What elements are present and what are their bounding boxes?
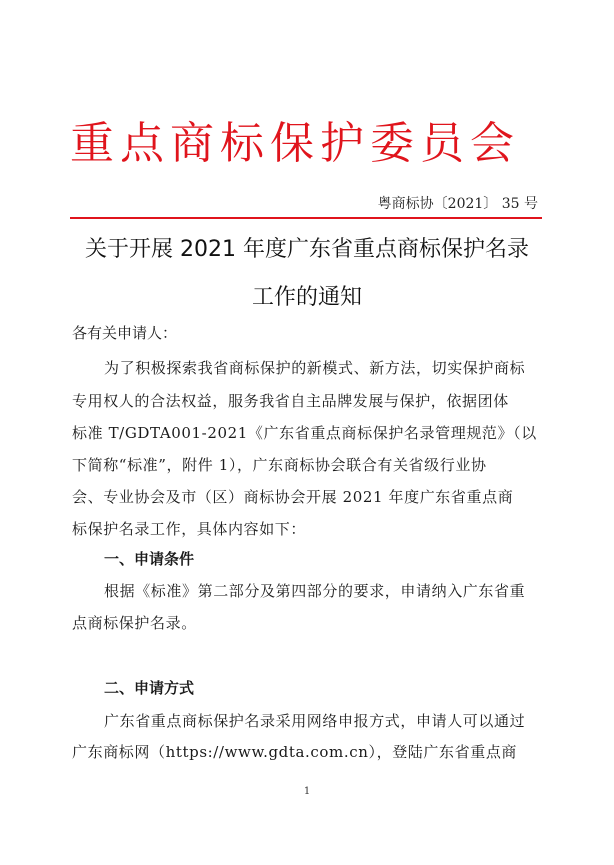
section2-line: 广东省重点商标保护名录采用网络申报方式，申请人可以通过 — [104, 712, 526, 730]
page-number: 1 — [303, 786, 311, 797]
organization-header: 重点商标保护委员会 — [70, 118, 520, 169]
document-title-line-2: 工作的通知 — [251, 285, 362, 310]
section-heading-method: 二、申请方式 — [104, 679, 195, 697]
intro-line: 会、专业协会及市（区）商标协会开展 2021 年度广东省重点商 — [72, 488, 514, 506]
section1-line: 点商标保护名录。 — [72, 614, 197, 632]
intro-line: 标准 T/GDTA001-2021《广东省重点商标保护名录管理规范》（以 — [72, 424, 537, 442]
section1-line: 根据《标准》第二部分及第四部分的要求，申请纳入广东省重 — [104, 582, 526, 600]
section-heading-conditions: 一、申请条件 — [104, 550, 195, 568]
red-divider-line — [70, 217, 542, 219]
document-number: 粤商标协〔2021〕 35 号 — [377, 196, 538, 212]
document-title-line-1: 关于开展 2021 年度广东省重点商标保护名录 — [85, 237, 529, 262]
intro-line: 专用权人的合法权益，服务我省自主品牌发展与保护，依据团体 — [72, 392, 509, 410]
intro-line: 下简称“标准”，附件 1），广东商标协会联合有关省级行业协 — [72, 456, 487, 474]
intro-line: 标保护名录工作，具体内容如下： — [72, 520, 307, 538]
salutation: 各有关申请人： — [72, 324, 178, 342]
intro-line: 为了积极探索我省商标保护的新模式、新方法，切实保护商标 — [104, 359, 526, 377]
section2-line: 广东商标网（https://www.gdta.com.cn），登陆广东省重点商 — [72, 743, 518, 761]
